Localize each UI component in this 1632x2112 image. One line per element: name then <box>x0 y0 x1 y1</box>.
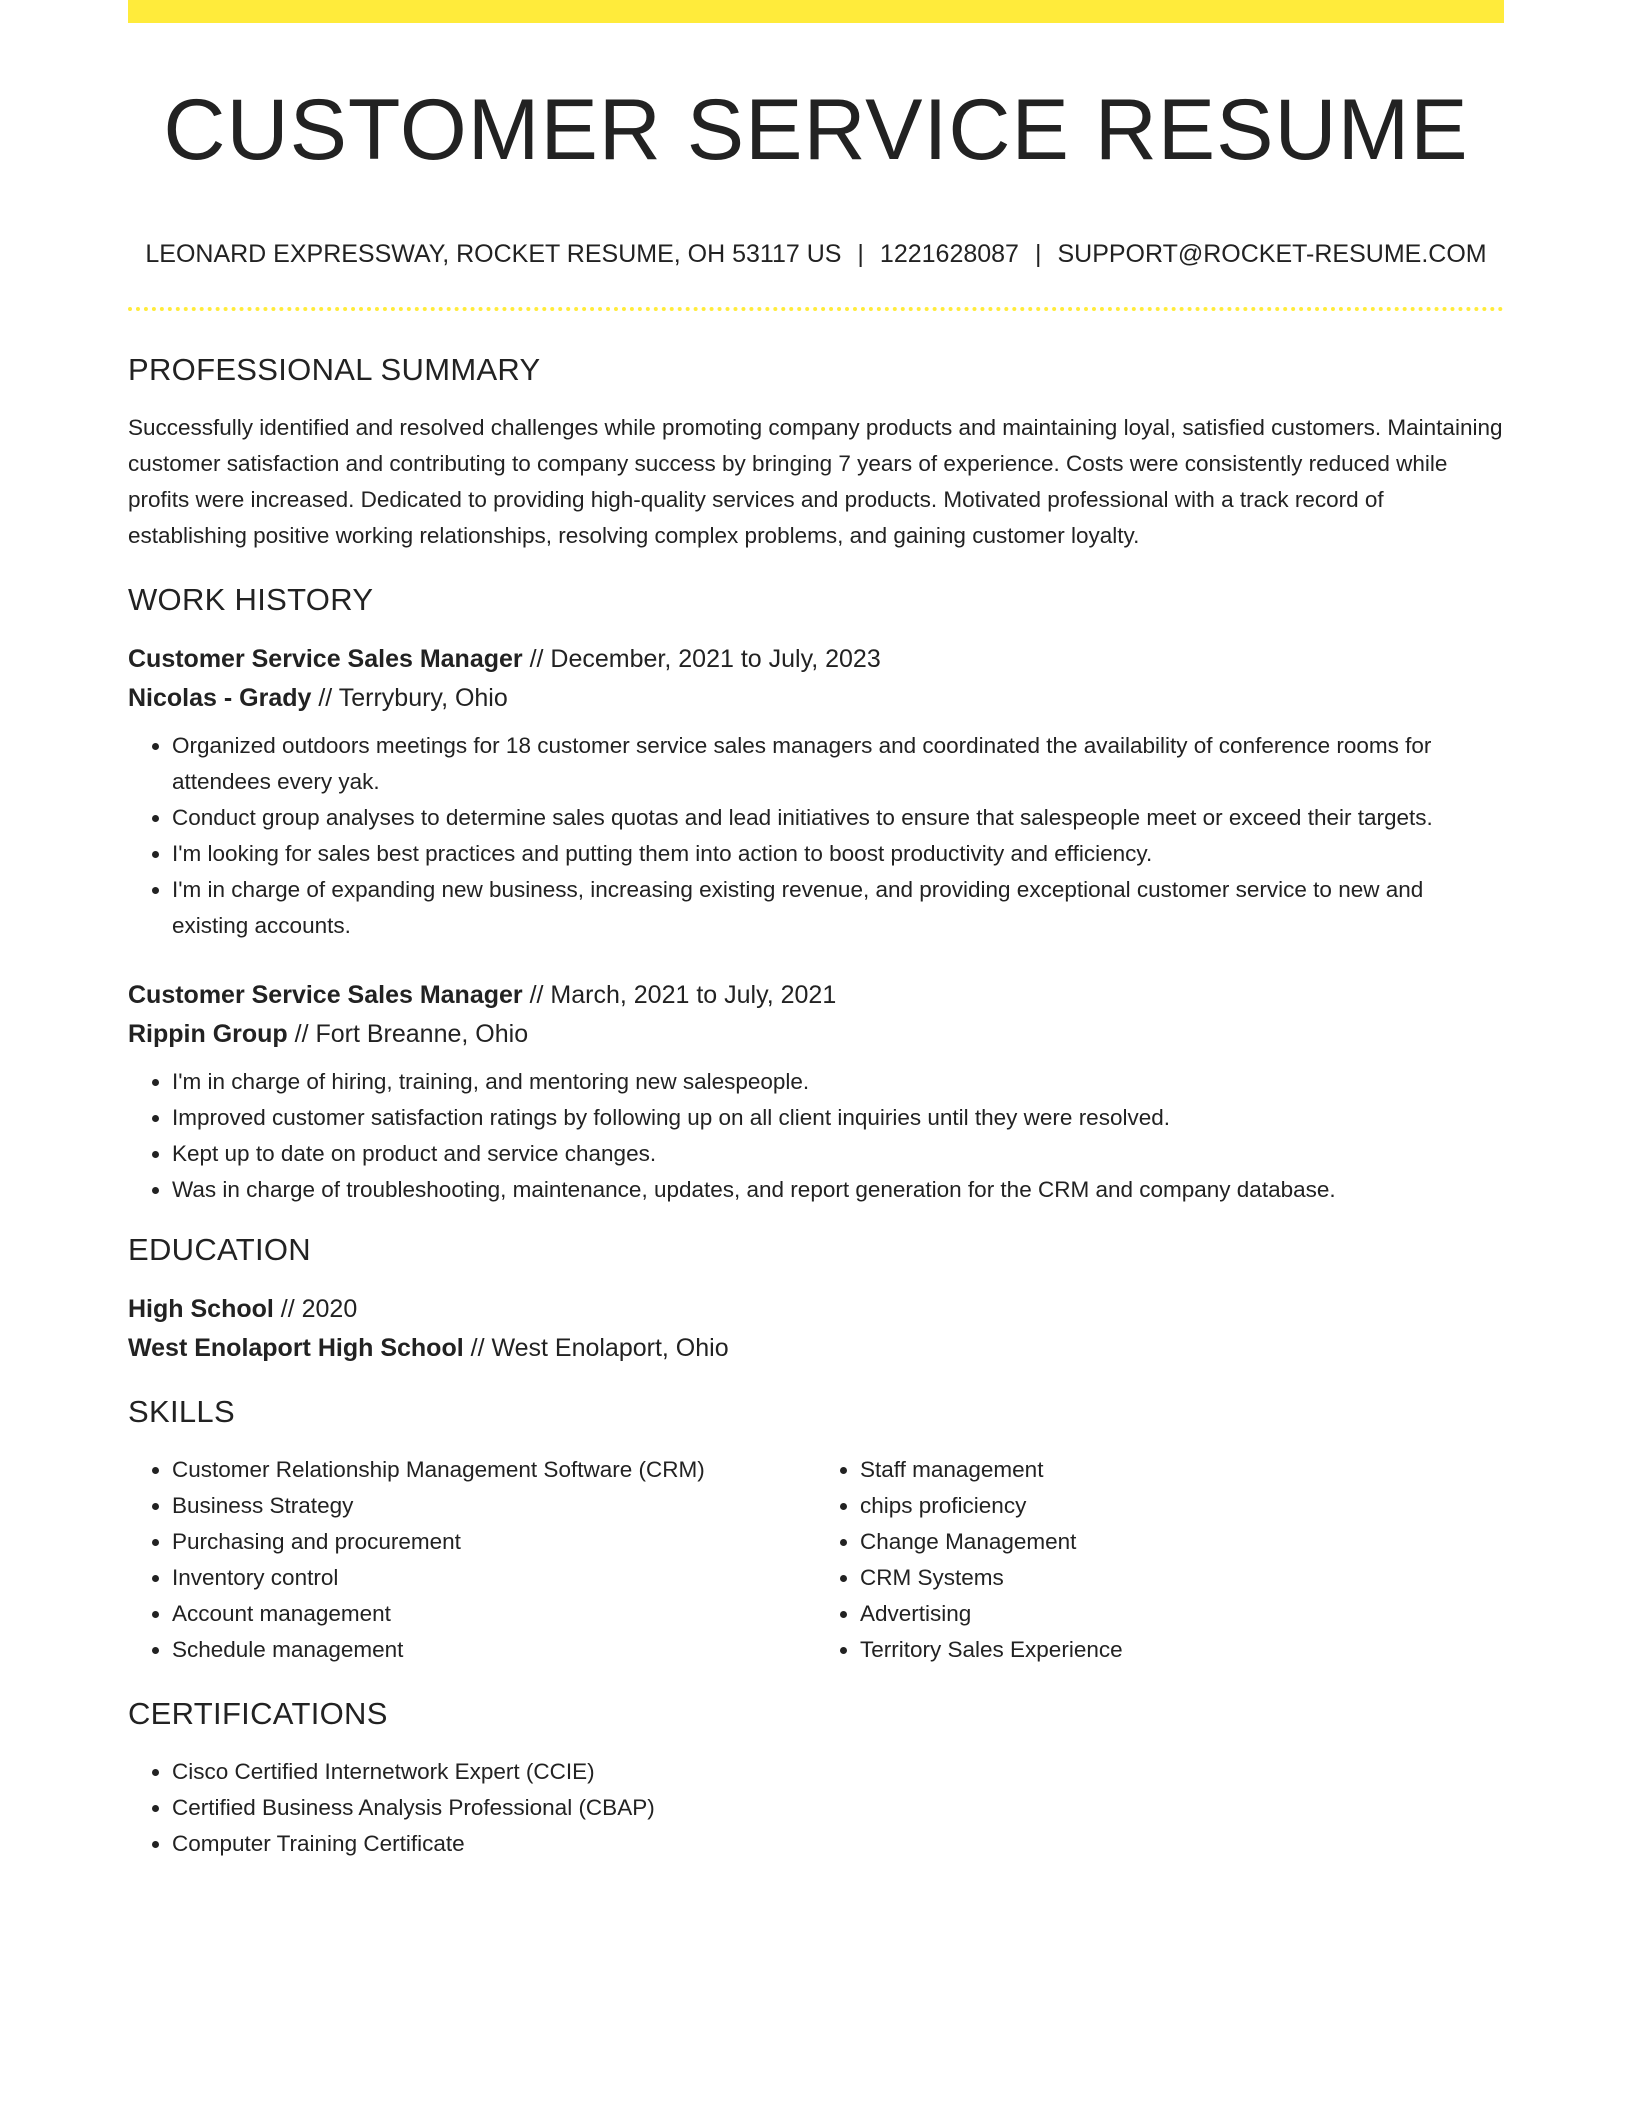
list-item: • Was in charge of troubleshooting, maintenance, updates, and report generation for the CRM and company database. <box>172 1172 1504 1208</box>
top-accent-bar <box>128 0 1504 23</box>
list-item: • Conduct group analyses to determine sales quotas and lead initiatives to ensure that salespeople meet or exceed their targets. <box>172 800 1504 836</box>
job-title: Customer Service Sales Manager <box>128 645 523 673</box>
education-year: // 2020 <box>273 1295 358 1323</box>
list-item: • Schedule management <box>172 1632 816 1668</box>
job-title-line <box>128 640 1504 679</box>
work-heading: WORK HISTORY <box>128 582 374 617</box>
list-item: • Business Strategy <box>172 1488 816 1524</box>
resume-body <box>128 350 1504 1862</box>
list-item: • Kept up to date on product and service changes. <box>172 1136 1504 1172</box>
certifications-section <box>128 1694 1504 1862</box>
list-item: • CRM Systems <box>860 1560 1504 1596</box>
list-item: • Purchasing and procurement <box>172 1524 816 1560</box>
list-item: • Territory Sales Experience <box>860 1632 1504 1668</box>
contact-line <box>128 236 1504 272</box>
job-title: Customer Service Sales Manager <box>128 981 523 1009</box>
contact-separator: | <box>1034 240 1042 268</box>
list-item: • Organized outdoors meetings for 18 customer service sales managers and coordinated the availability of conference rooms for attendees every yak. <box>172 728 1504 800</box>
education-school: West Enolaport High School <box>128 1334 464 1362</box>
job-location: // Terrybury, Ohio <box>311 684 508 712</box>
list-item: • Certified Business Analysis Professional (CBAP) <box>172 1790 1504 1826</box>
job-company-line <box>128 1015 1504 1054</box>
certifications-heading: CERTIFICATIONS <box>128 1696 388 1731</box>
list-item: • chips proficiency <box>860 1488 1504 1524</box>
list-item: • Account management <box>172 1596 816 1632</box>
list-item: • Change Management <box>860 1524 1504 1560</box>
list-item: • Customer Relationship Management Software (CRM) <box>172 1452 816 1488</box>
job-entry <box>128 640 1504 944</box>
job-company: Rippin Group <box>128 1020 288 1048</box>
education-heading: EDUCATION <box>128 1232 311 1267</box>
work-section <box>128 580 1504 1208</box>
job-dates: // December, 2021 to July, 2023 <box>522 645 881 673</box>
list-item: • I'm in charge of expanding new business, increasing existing revenue, and providing exceptional customer service to new and existing accounts. <box>172 872 1504 944</box>
list-item: • Inventory control <box>172 1560 816 1596</box>
job-company-line <box>128 679 1504 718</box>
skills-heading: SKILLS <box>128 1394 235 1429</box>
job-bullets <box>128 1064 1504 1208</box>
job-entry <box>128 976 1504 1208</box>
job-company: Nicolas - Grady <box>128 684 312 712</box>
skills-section <box>128 1392 1504 1668</box>
certifications-list <box>128 1754 1504 1862</box>
list-item: • Computer Training Certificate <box>172 1826 1504 1862</box>
skills-right-list <box>816 1452 1504 1668</box>
contact-address: LEONARD EXPRESSWAY, ROCKET RESUME, OH 53117 US <box>145 240 842 268</box>
skills-left-list <box>128 1452 816 1668</box>
list-item: • Staff management <box>860 1452 1504 1488</box>
job-dates: // March, 2021 to July, 2021 <box>522 981 837 1009</box>
list-item: • I'm in charge of hiring, training, and mentoring new salespeople. <box>172 1064 1504 1100</box>
dotted-divider <box>128 307 1504 311</box>
education-degree-line <box>128 1290 1504 1329</box>
skills-columns <box>128 1452 1504 1668</box>
resume-title: CUSTOMER SERVICE RESUME <box>163 82 1469 178</box>
education-degree: High School <box>128 1295 274 1323</box>
summary-text: Successfully identified and resolved challenges while promoting company products and maintaining loyal, satisfied customers. Maintaining customer satisfaction and contributing to company success by bringing 7 years of experience. Costs were consistently reduced while profits were increased. Dedicated to providing high-quality services and products. Motivated professional with a track record of establishing positive working relationships, resolving complex problems, and gaining customer loyalty. <box>128 415 1503 548</box>
contact-separator: | <box>857 240 864 268</box>
contact-email: SUPPORT@ROCKET-RESUME.COM <box>1057 240 1487 268</box>
list-item: • Cisco Certified Internetwork Expert (CCIE) <box>172 1754 1504 1790</box>
summary-section <box>128 350 1504 554</box>
job-bullets <box>128 728 1504 944</box>
summary-heading: PROFESSIONAL SUMMARY <box>128 352 541 387</box>
job-location: // Fort Breanne, Ohio <box>287 1020 529 1048</box>
list-item: • Advertising <box>860 1596 1504 1632</box>
list-item: • I'm looking for sales best practices and putting them into action to boost productivity and efficiency. <box>172 836 1504 872</box>
education-school-line <box>128 1329 1504 1368</box>
list-item: • Improved customer satisfaction ratings by following up on all client inquiries until they were resolved. <box>172 1100 1504 1136</box>
contact-phone: 1221628087 <box>879 240 1019 268</box>
job-title-line <box>128 976 1504 1015</box>
education-location: // West Enolaport, Ohio <box>463 1334 729 1362</box>
education-section <box>128 1230 1504 1368</box>
